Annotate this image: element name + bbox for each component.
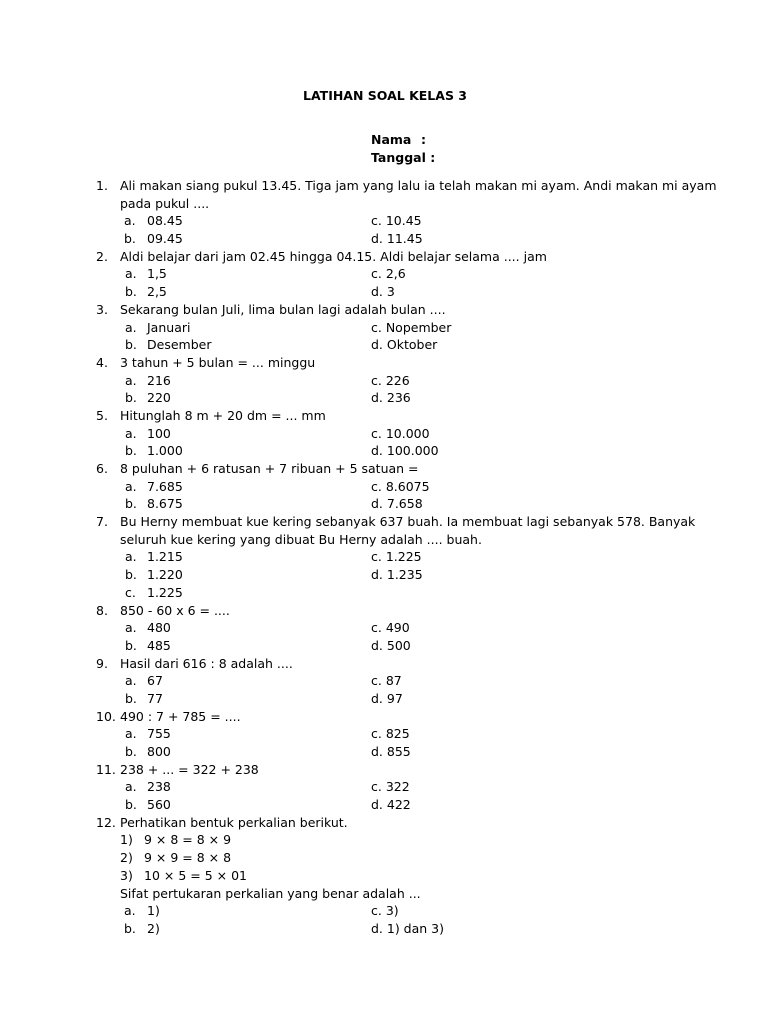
sub-item xyxy=(96,831,676,849)
option-text: 8.675 xyxy=(147,496,183,512)
option-text: 1.225 xyxy=(147,584,183,600)
answer-row xyxy=(96,902,676,920)
option-letter: a. xyxy=(125,319,137,335)
question-line xyxy=(96,301,676,319)
question-line xyxy=(96,407,676,425)
option-right: c. 490 xyxy=(371,620,410,636)
option-letter: a. xyxy=(124,213,136,229)
option-text: 08.45 xyxy=(147,213,183,229)
option-text: 220 xyxy=(147,390,171,406)
option-text: 216 xyxy=(147,372,171,388)
option-right: d. 7.658 xyxy=(371,496,423,512)
sub-item-number: 1) xyxy=(120,832,133,848)
answer-row xyxy=(96,389,676,407)
option-right: c. 2,6 xyxy=(371,266,406,282)
question-item xyxy=(96,248,676,301)
question-line xyxy=(96,354,676,372)
option-letter: a. xyxy=(125,779,137,795)
question-text: Bu Herny membuat kue kering sebanyak 637 buah. Ia membuat lagi sebanyak 578. Banyak xyxy=(120,514,696,530)
answer-row xyxy=(96,372,676,390)
answer-row xyxy=(96,725,676,743)
question-text: Ali makan siang pukul 13.45. Tiga jam yang lalu ia telah makan mi ayam. Andi makan mi ayam xyxy=(120,178,717,193)
question-text: pada pukul .... xyxy=(120,195,210,211)
option-right: d. 236 xyxy=(371,390,411,406)
option-right: d. 97 xyxy=(371,690,403,706)
answer-row xyxy=(96,548,676,566)
option-text: 1,5 xyxy=(147,266,167,282)
question-line xyxy=(96,885,676,903)
option-text: 480 xyxy=(147,620,171,636)
answer-row xyxy=(96,336,676,354)
answer-row xyxy=(96,619,676,637)
question-line xyxy=(96,655,676,673)
option-right: d. Oktober xyxy=(371,337,438,353)
question-line xyxy=(96,708,676,726)
question-number: 8. xyxy=(96,602,108,618)
answer-row xyxy=(96,478,676,496)
answer-row xyxy=(96,283,676,301)
sub-item-number: 3) xyxy=(120,867,133,883)
option-text: Desember xyxy=(147,337,212,353)
student-info xyxy=(371,131,435,167)
question-text: Sifat pertukaran perkalian yang benar adalah ... xyxy=(120,885,421,901)
option-letter: b. xyxy=(125,443,137,459)
option-right: d. 855 xyxy=(371,744,411,759)
option-text: 1) xyxy=(147,903,160,919)
question-number: 6. xyxy=(96,461,108,476)
answer-row xyxy=(96,212,676,230)
question-line xyxy=(96,177,717,195)
question-item xyxy=(96,177,717,248)
option-right: d. 1.235 xyxy=(371,567,423,583)
option-right: c. 226 xyxy=(371,372,410,388)
question-text: Sekarang bulan Juli, lima bulan lagi adalah bulan .... xyxy=(120,301,446,317)
option-letter: b. xyxy=(124,920,136,936)
question-number: 4. xyxy=(96,354,108,370)
question-item xyxy=(96,602,676,655)
sub-item-text: 9 × 9 = 8 × 8 xyxy=(144,850,232,866)
answer-row xyxy=(96,690,676,708)
question-item xyxy=(96,407,676,460)
option-right: c. 3) xyxy=(371,903,399,919)
answer-row xyxy=(96,743,676,761)
answer-row xyxy=(96,672,676,690)
option-right: d. 100.000 xyxy=(371,443,439,459)
option-text: 2) xyxy=(147,920,160,936)
option-right: d. 422 xyxy=(371,797,411,813)
option-text: 77 xyxy=(147,690,163,706)
option-letter: a. xyxy=(125,372,137,388)
question-item xyxy=(96,655,676,708)
name-colon: : xyxy=(421,132,426,147)
option-right: d. 11.45 xyxy=(371,231,423,247)
option-right: c. 825 xyxy=(371,726,410,742)
question-number: 12. xyxy=(96,814,116,830)
question-item xyxy=(96,761,676,814)
answer-row xyxy=(96,495,676,513)
option-text: 67 xyxy=(147,673,163,689)
option-letter: b. xyxy=(125,744,137,759)
option-letter: b. xyxy=(125,690,137,706)
option-text: 485 xyxy=(147,637,171,653)
option-text: Januari xyxy=(147,319,191,335)
answer-row xyxy=(96,796,676,814)
sub-item xyxy=(96,867,676,885)
question-item xyxy=(96,354,676,407)
option-letter: b. xyxy=(124,231,136,247)
answer-row xyxy=(96,920,676,938)
option-text: 1.215 xyxy=(147,549,183,565)
question-line xyxy=(96,602,676,620)
question-item xyxy=(96,814,676,938)
option-letter: a. xyxy=(124,903,136,919)
date-label: Tanggal : xyxy=(371,150,436,165)
option-right: c. 10.45 xyxy=(371,213,422,229)
question-text: seluruh kue kering yang dibuat Bu Herny adalah .... buah. xyxy=(120,531,482,547)
question-line xyxy=(96,531,676,549)
answer-row xyxy=(96,584,676,602)
option-text: 1.000 xyxy=(147,443,183,459)
question-item xyxy=(96,301,676,354)
option-letter: a. xyxy=(125,620,137,636)
option-text: 560 xyxy=(147,797,171,813)
page-title: LATIHAN SOAL KELAS 3 xyxy=(303,88,467,103)
question-text: 8 puluhan + 6 ratusan + 7 ribuan + 5 satuan = xyxy=(120,461,419,476)
option-letter: b. xyxy=(125,637,137,653)
name-row xyxy=(371,131,435,149)
option-letter: b. xyxy=(125,390,137,406)
question-text: Perhatikan bentuk perkalian berikut. xyxy=(120,814,348,830)
option-letter: a. xyxy=(125,726,137,742)
answer-row xyxy=(96,319,676,337)
question-number: 9. xyxy=(96,655,108,671)
option-letter: a. xyxy=(125,425,137,441)
question-number: 11. xyxy=(96,761,116,777)
question-text: Hitunglah 8 m + 20 dm = ... mm xyxy=(120,407,326,423)
question-item xyxy=(96,460,676,513)
option-letter: c. xyxy=(125,584,136,600)
option-letter: b. xyxy=(125,337,137,353)
option-letter: b. xyxy=(125,567,137,583)
option-letter: a. xyxy=(125,673,137,689)
answer-row xyxy=(96,566,676,584)
question-item xyxy=(96,708,676,761)
option-letter: b. xyxy=(125,496,137,512)
option-right: d. 1) dan 3) xyxy=(371,920,445,936)
option-letter: b. xyxy=(125,284,137,300)
option-right: c. 8.6075 xyxy=(371,478,430,494)
answer-row xyxy=(96,230,676,248)
question-line xyxy=(96,513,696,531)
sub-item-text: 10 × 5 = 5 × 01 xyxy=(144,867,247,883)
question-number: 1. xyxy=(96,178,108,193)
question-number: 7. xyxy=(96,514,108,530)
option-text: 2,5 xyxy=(147,284,167,300)
question-text: Hasil dari 616 : 8 adalah .... xyxy=(120,655,293,671)
answer-row xyxy=(96,442,676,460)
question-number: 10. xyxy=(96,708,116,724)
date-row xyxy=(371,149,435,167)
question-text: Aldi belajar dari jam 02.45 hingga 04.15. Aldi belajar selama .... jam xyxy=(120,248,547,264)
answer-row xyxy=(96,265,676,283)
option-letter: a. xyxy=(125,549,137,565)
question-line xyxy=(96,460,676,478)
question-list xyxy=(96,177,717,938)
question-line xyxy=(96,248,676,266)
question-number: 3. xyxy=(96,301,108,317)
question-item xyxy=(96,513,696,601)
question-text: 850 - 60 x 6 = .... xyxy=(120,602,230,618)
sub-item-text: 9 × 8 = 8 × 9 xyxy=(144,832,232,848)
option-letter: a. xyxy=(125,266,137,282)
option-text: 800 xyxy=(147,744,171,759)
option-right: c. 322 xyxy=(371,779,410,795)
answer-row xyxy=(96,425,676,443)
sub-item xyxy=(96,849,676,867)
question-line xyxy=(96,761,676,779)
option-right: d. 500 xyxy=(371,637,411,653)
option-text: 238 xyxy=(147,779,171,795)
option-right: c. 1.225 xyxy=(371,549,422,565)
option-right: c. 87 xyxy=(371,673,402,689)
answer-row xyxy=(96,637,676,655)
name-label: Nama xyxy=(371,132,412,147)
question-line xyxy=(96,814,676,832)
question-number: 5. xyxy=(96,407,108,423)
sub-item-number: 2) xyxy=(120,850,133,866)
option-letter: a. xyxy=(125,478,137,494)
question-line xyxy=(96,195,676,213)
option-right: c. Nopember xyxy=(371,319,452,335)
option-text: 755 xyxy=(147,726,171,742)
option-right: c. 10.000 xyxy=(371,425,430,441)
option-text: 09.45 xyxy=(147,231,183,247)
question-text: 490 : 7 + 785 = .... xyxy=(120,708,241,724)
option-text: 1.220 xyxy=(147,567,183,583)
question-number: 2. xyxy=(96,248,108,264)
question-text: 238 + ... = 322 + 238 xyxy=(120,761,259,777)
option-text: 7.685 xyxy=(147,478,183,494)
answer-row xyxy=(96,778,676,796)
option-text: 100 xyxy=(147,425,171,441)
question-text: 3 tahun + 5 bulan = ... minggu xyxy=(120,354,316,370)
option-right: d. 3 xyxy=(371,284,395,300)
option-letter: b. xyxy=(125,797,137,813)
